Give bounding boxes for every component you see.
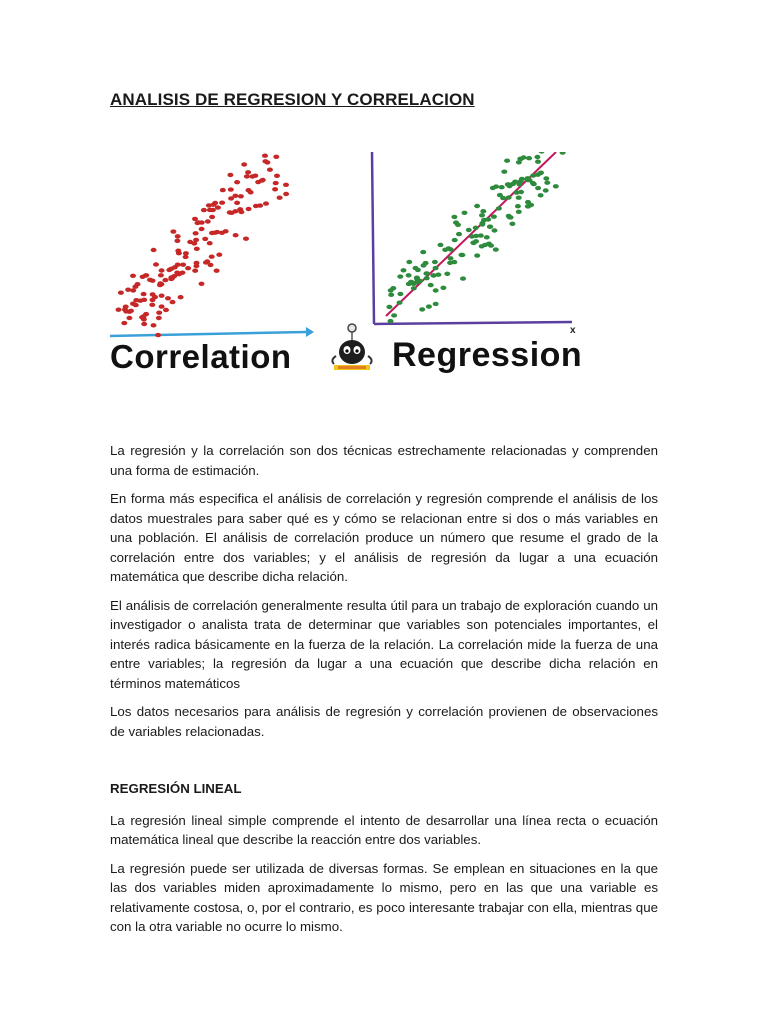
regression-dot (411, 286, 417, 290)
regression-dot (516, 196, 522, 200)
correlation-dot (241, 162, 247, 166)
regression-dot (480, 209, 486, 213)
correlation-dot (118, 291, 124, 295)
regression-dot (397, 301, 403, 305)
regression-dot (451, 215, 457, 219)
regression-dot (538, 193, 544, 197)
regression-dot (516, 160, 522, 164)
mascot-logo (322, 320, 382, 376)
correlation-dot (156, 311, 162, 315)
regression-dot (388, 293, 394, 297)
correlation-dot (207, 241, 213, 245)
regression-dot (428, 283, 434, 287)
regression-dot (478, 233, 484, 237)
correlation-dot (135, 282, 141, 286)
regression-dot (386, 305, 392, 309)
correlation-dot (234, 180, 240, 184)
regression-dot (512, 180, 518, 184)
correlation-dot (228, 187, 234, 191)
regression-dot (413, 280, 419, 284)
regression-dot (509, 222, 515, 226)
right-y-axis (372, 152, 374, 324)
correlation-dot (214, 230, 220, 234)
regression-dot (408, 280, 414, 284)
regression-dot (466, 228, 472, 232)
regression-dot (426, 304, 432, 308)
regression-dot (521, 155, 527, 159)
section-heading: REGRESIÓN LINEAL (110, 781, 242, 796)
regression-dot (433, 288, 439, 292)
correlation-dot (165, 296, 171, 300)
correlation-dot (253, 204, 259, 208)
left-x-axis (110, 332, 306, 336)
correlation-dot (267, 168, 273, 172)
regression-dot (506, 182, 512, 186)
correlation-dot (175, 263, 181, 267)
correlation-dot (150, 298, 156, 302)
correlation-dot (151, 248, 157, 252)
correlation-dot (219, 201, 225, 205)
correlation-dot (170, 300, 176, 304)
regression-dot (447, 261, 453, 265)
correlation-dot (158, 273, 164, 277)
regression-dot (469, 234, 475, 238)
correlation-dot (206, 203, 212, 207)
correlation-dot (123, 305, 129, 309)
regression-dot (506, 195, 512, 199)
regression-dot (493, 184, 499, 188)
regression-dot (406, 273, 412, 277)
paragraph: El análisis de correlación generalmente resulta útil para un trabajo de exploración cuando un investigador o analista trata de determinar que variables son potenciales importantes, el interés radica básicamente en la fuerza de la relación. La correlación mide la fuerza de una entre variables; la regresión da lugar a una ecuación que describe dicha relación en términos matemáticos (110, 597, 658, 691)
correlation-dot (244, 174, 250, 178)
regression-dot (493, 247, 499, 251)
body-text (110, 441, 658, 750)
correlation-dot (153, 262, 159, 266)
regression-dot (474, 253, 480, 257)
correlation-dot (193, 231, 199, 235)
regression-dot (504, 159, 510, 163)
regression-dot (431, 273, 437, 277)
correlation-dot (130, 288, 136, 292)
regression-dot (514, 190, 520, 194)
paragraph: Los datos necesarios para análisis de regresión y correlación provienen de observaciones de variables relacionadas. (110, 704, 658, 739)
correlation-dot (262, 154, 268, 158)
correlation-dot (192, 269, 198, 273)
correlation-label: Correlation (110, 338, 292, 375)
regression-dot (473, 239, 479, 243)
regression-dot (497, 193, 503, 197)
correlation-dot (232, 209, 238, 213)
correlation-dot (220, 188, 226, 192)
correlation-dot (150, 279, 156, 283)
regression-dot (484, 235, 490, 239)
left-x-axis-arrow (306, 327, 314, 337)
regression-dot (440, 286, 446, 290)
correlation-dot (205, 219, 211, 223)
regression-dot (446, 246, 452, 250)
correlation-dot (238, 194, 244, 198)
correlation-dot (157, 281, 163, 285)
correlation-dot (121, 321, 127, 325)
correlation-dot (149, 303, 155, 307)
correlation-dot (232, 194, 238, 198)
section-regresion-lineal (110, 779, 658, 946)
regression-dot (496, 206, 502, 210)
regression-dot (491, 215, 497, 219)
correlation-dot (227, 173, 233, 177)
correlation-dot (214, 269, 220, 273)
correlation-dot (159, 294, 165, 298)
regression-dot (543, 188, 549, 192)
correlation-dot (273, 155, 279, 159)
regression-dot (459, 253, 465, 257)
regression-dot (516, 210, 522, 214)
correlation-dot (273, 181, 279, 185)
correlation-dot (168, 277, 174, 281)
correlation-dot (234, 201, 240, 205)
correlation-dot (283, 183, 289, 187)
correlation-dot (141, 322, 147, 326)
correlation-dot (130, 274, 136, 278)
correlation-dot (194, 261, 200, 265)
correlation-dot (245, 170, 251, 174)
correlation-dot (203, 260, 209, 264)
paragraph: La regresión lineal simple comprende el intento de desarrollar una línea recta o ecuación matemática lineal que describe la reacción entre dos variables. (110, 812, 658, 847)
correlation-dot (141, 292, 147, 296)
regression-dot (401, 268, 407, 272)
regression-dot (543, 176, 549, 180)
regression-dot (433, 302, 439, 306)
regression-dot (424, 276, 430, 280)
regression-dot (515, 204, 521, 208)
regression-dot (420, 250, 426, 254)
regression-dot (553, 184, 559, 188)
regression-dot (452, 238, 458, 242)
robot-mascot-icon (322, 320, 382, 376)
correlation-points (116, 154, 290, 338)
regression-dot (390, 286, 396, 290)
correlation-dot (195, 221, 201, 225)
correlation-dot (283, 192, 289, 196)
right-x-axis (374, 322, 572, 324)
regression-dot (453, 220, 459, 224)
regression-dot (432, 260, 438, 264)
correlation-dot (156, 316, 162, 320)
correlation-dot (223, 229, 229, 233)
correlation-dot (159, 304, 165, 308)
correlation-dot (166, 268, 172, 272)
correlation-dot (209, 215, 215, 219)
correlation-dot (141, 317, 147, 321)
correlation-dot (277, 196, 283, 200)
correlation-dot (126, 316, 132, 320)
correlation-dot (201, 208, 207, 212)
regression-dot (397, 292, 403, 296)
paragraph: La regresión puede ser utilizada de diversas formas. Se emplean en situaciones en la que las dos variables miden aproximadamente lo mismo, pero en las que una variable es relativamente costosa, o, por el contrario, es poco interesante trabajar con ella, mientras que con la otra variable no ocurre lo mismo. (110, 860, 658, 934)
regression-dot (397, 274, 403, 278)
regression-trend-line (386, 152, 556, 316)
correlation-dot (194, 247, 200, 251)
regression-dot (501, 170, 507, 174)
correlation-dot (174, 239, 180, 243)
correlation-dot (272, 187, 278, 191)
regression-dot (456, 232, 462, 236)
correlation-dot (143, 273, 149, 277)
regression-dot (560, 152, 566, 155)
correlation-dot (252, 174, 258, 178)
regression-dot (481, 218, 487, 222)
regression-dot (525, 200, 531, 204)
correlation-dot (264, 160, 270, 164)
regression-dot (527, 178, 533, 182)
regression-dot (448, 256, 454, 260)
correlation-dot (209, 231, 215, 235)
correlation-dot (180, 263, 186, 267)
document-title: ANALISIS DE REGRESION Y CORRELACION (110, 90, 475, 109)
regression-dot (424, 271, 430, 275)
right-x-axis-label: x (570, 325, 576, 336)
correlation-dot (163, 308, 169, 312)
correlation-dot (178, 295, 184, 299)
regression-dot (544, 181, 550, 185)
correlation-dot (130, 302, 136, 306)
regression-dot (460, 276, 466, 280)
regression-label: Regression (392, 336, 583, 374)
regression-dot (444, 272, 450, 276)
correlation-dot (274, 174, 280, 178)
correlation-dot (192, 217, 198, 221)
regression-dot (534, 155, 540, 159)
correlation-dot (243, 237, 249, 241)
correlation-dot (193, 238, 199, 242)
correlation-dot (170, 229, 176, 233)
regression-dot (419, 307, 425, 311)
regression-dot (438, 243, 444, 247)
correlation-dot (215, 205, 221, 209)
correlation-dot (199, 282, 205, 286)
correlation-dot (179, 271, 185, 275)
regression-dot (492, 228, 498, 232)
correlation-dot (159, 268, 165, 272)
correlation-dot (123, 309, 129, 313)
correlation-dot (162, 278, 168, 282)
regression-dot (508, 215, 514, 219)
correlation-dot (175, 234, 181, 238)
regression-dot (433, 266, 439, 270)
correlation-dot (216, 253, 222, 257)
correlation-dot (199, 227, 205, 231)
regression-dot (421, 263, 427, 267)
regression-dot (530, 173, 536, 177)
correlation-dot (210, 208, 216, 212)
correlation-dot (212, 201, 218, 205)
correlation-dot (202, 237, 208, 241)
correlation-dot (125, 288, 131, 292)
correlation-dot (209, 255, 215, 259)
regression-dot (474, 204, 480, 208)
correlation-dot (227, 210, 233, 214)
correlation-dot (176, 251, 182, 255)
correlation-dot (137, 299, 143, 303)
regression-dot (526, 156, 532, 160)
correlation-dot (246, 188, 252, 192)
regression-dot (499, 185, 505, 189)
correlation-dot (185, 266, 191, 270)
correlation-dot (233, 233, 239, 237)
correlation-dot (116, 308, 122, 312)
regression-dot (519, 177, 525, 181)
correlation-dot (151, 323, 157, 327)
correlation-dot (143, 312, 149, 316)
regression-dot (487, 225, 493, 229)
regression-dot (473, 226, 479, 230)
correlation-dot (259, 178, 265, 182)
regression-points (386, 152, 565, 323)
regression-dot (535, 160, 541, 164)
regression-dot (415, 268, 421, 272)
regression-dot (388, 319, 394, 323)
regression-dot (539, 152, 545, 154)
correlation-dot (263, 201, 269, 205)
correlation-regression-figure (110, 152, 590, 376)
correlation-dot (183, 251, 189, 255)
regression-dot (538, 171, 544, 175)
regression-dot (406, 260, 412, 264)
regression-dot (462, 211, 468, 215)
regression-dot (391, 313, 397, 317)
correlation-dot (246, 207, 252, 211)
correlation-dot (155, 333, 161, 337)
regression-dot (479, 213, 485, 217)
regression-dot (535, 186, 541, 190)
regression-dot (482, 243, 488, 247)
paragraph: En forma más especifica el análisis de correlación y regresión comprende el análisis de los datos muestrales para saber qué es y cómo se relacionan entre si dos o más variables en una población. El análisis de correlación produce un número que resume el grado de la correlación entre dos variables; y el análisis de regresión da lugar a una ecuación matemática que describe dicha relación. (110, 491, 658, 584)
paragraph: La regresión y la correlación son dos técnicas estrechamente relacionadas y comprenden una forma de estimación. (110, 443, 658, 478)
